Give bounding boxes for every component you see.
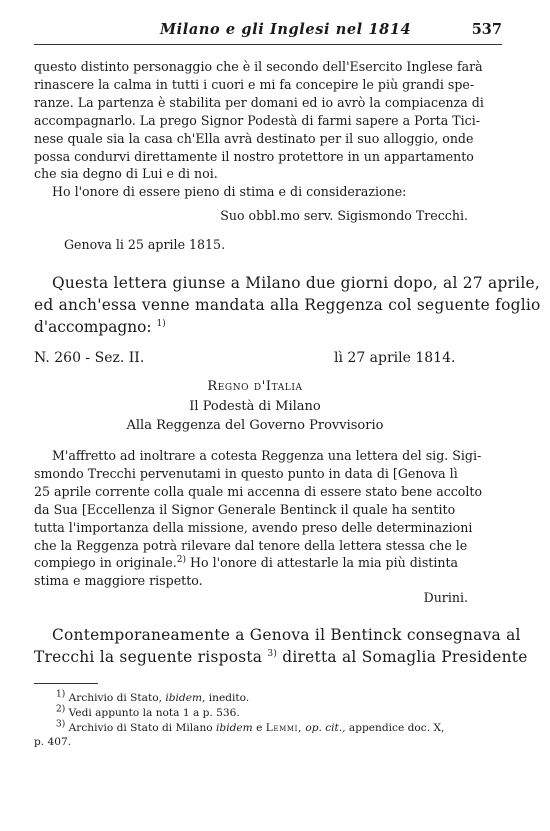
narrative-line xyxy=(34,317,476,339)
document-line xyxy=(34,554,476,572)
letter-body xyxy=(34,58,484,201)
recipient-line: Alla Reggenza del Governo Provvisorio xyxy=(126,418,384,434)
narrative-text: d'accompagno: xyxy=(34,317,152,336)
footnote-italic: op. cit., xyxy=(305,721,346,734)
page-number: 537 xyxy=(471,21,502,38)
narrative-text: Trecchi la seguente risposta xyxy=(34,647,263,666)
footnote-ref: 1) xyxy=(156,318,166,329)
signature-text: Suo obbl.mo serv. Sigismondo Trecchi. xyxy=(220,208,468,223)
footnotes xyxy=(34,691,476,750)
document-line: tutta l'importanza della missione, avendo preso delle determinazioni xyxy=(34,519,473,535)
running-header xyxy=(34,18,502,40)
document-heading-row xyxy=(34,348,476,368)
document-signature xyxy=(34,589,476,607)
running-title: Milano e gli Inglesi nel 1814 xyxy=(160,21,412,38)
letter-signature xyxy=(34,207,476,225)
signature-text: Durini. xyxy=(423,590,468,605)
letter-line: possa condurvi direttamente il nostro protettore in un appartamento xyxy=(34,148,474,164)
footnote-2 xyxy=(34,706,476,721)
footnote-text: , inedito. xyxy=(202,692,250,704)
document-line: da Sua [Eccellenza il Signor Generale Bentinck il quale ha sentito xyxy=(34,501,456,517)
kingdom-heading: Regno d'Italia xyxy=(207,379,303,394)
letter-line: rinascere la calma in tutti i cuori e mi fa concepire le più grandi spe- xyxy=(34,76,475,92)
footnote-text: e xyxy=(256,721,263,734)
letter-line: accompagnarlo. La prego Signor Podestà di farmi sapere a Porta Tici- xyxy=(34,112,481,128)
footnote-text: Archivio di Stato di Milano xyxy=(68,721,213,734)
narrative-line: ed anch'essa venne mandata alla Reggenza col seguente foglio xyxy=(34,295,541,314)
narrative-line: Questa lettera giunse a Milano due giorni dopo, al 27 aprile, xyxy=(52,274,540,292)
footnote-ref: 3) xyxy=(267,648,278,659)
document-text: compiego in originale. xyxy=(34,555,177,571)
document-addressing xyxy=(34,377,476,436)
footnote-1 xyxy=(34,691,476,706)
footnote-italic: ibidem xyxy=(165,692,203,704)
footnote-marker: 1) xyxy=(56,689,66,700)
document-line: M'affretto ad inoltrare a cotesta Reggenza una lettera del sig. Sigi- xyxy=(52,448,482,463)
sender-line: Il Podestà di Milano xyxy=(189,398,321,414)
footnote-marker: 3) xyxy=(56,719,66,730)
document-date: lì 27 aprile 1814. xyxy=(334,350,456,366)
footnote-marker: 2) xyxy=(56,704,66,715)
document-text: Ho l'onore di attestarle la mia più distinta xyxy=(190,555,459,571)
narrative-text: diretta al Somaglia Presidente xyxy=(282,647,528,666)
footnote-italic: ibidem xyxy=(216,721,253,734)
footnote-3 xyxy=(34,721,476,736)
footnote-text: Archivio di Stato, xyxy=(68,692,162,704)
letter-line: ranze. La partenza è stabilita per domani ed io avrò la compiacenza di xyxy=(34,94,484,110)
footnote-text: Vedi appunto la nota 1 a p. 536. xyxy=(68,706,240,719)
narrative-paragraph-1 xyxy=(34,273,541,338)
document-line: che la Reggenza potrà rilevare dal tenore della lettera stessa che le xyxy=(34,537,468,553)
document-line: smondo Trecchi pervenutami in questo punto in data di [Genova lì xyxy=(34,465,458,481)
footnote-text: appendice doc. X, xyxy=(348,721,445,734)
letter-line: questo distinto personaggio che è il secondo dell'Esercito Inglese farà xyxy=(34,59,483,74)
header-rule xyxy=(34,44,502,45)
document-line: 25 aprile corrente colla quale mi accenna di essere stato bene accolto xyxy=(34,483,483,499)
letter-date xyxy=(34,236,476,254)
footnote-3-continuation: p. 407. xyxy=(34,736,72,749)
footnote-rule xyxy=(34,683,98,684)
letter-line: che sia degno di Lui e di noi. xyxy=(34,166,218,182)
narrative-line xyxy=(34,647,528,669)
protocol-number: N. 260 - Sez. II. xyxy=(34,350,145,366)
letter-closing: Ho l'onore di essere pieno di stima e di considerazione: xyxy=(52,184,407,200)
footnote-author: Lemmi, xyxy=(265,721,302,734)
narrative-line: Contemporaneamente a Genova il Bentinck consegnava al xyxy=(52,626,521,644)
footnote-ref: 2) xyxy=(176,555,186,566)
letter-line: nese quale sia la casa ch'Ella avrà destinato per il suo alloggio, onde xyxy=(34,130,474,146)
narrative-paragraph-2 xyxy=(34,625,528,669)
document-body xyxy=(34,447,483,590)
document-line: stima e maggiore rispetto. xyxy=(34,573,203,589)
date-text: Genova li 25 aprile 1815. xyxy=(64,237,226,252)
